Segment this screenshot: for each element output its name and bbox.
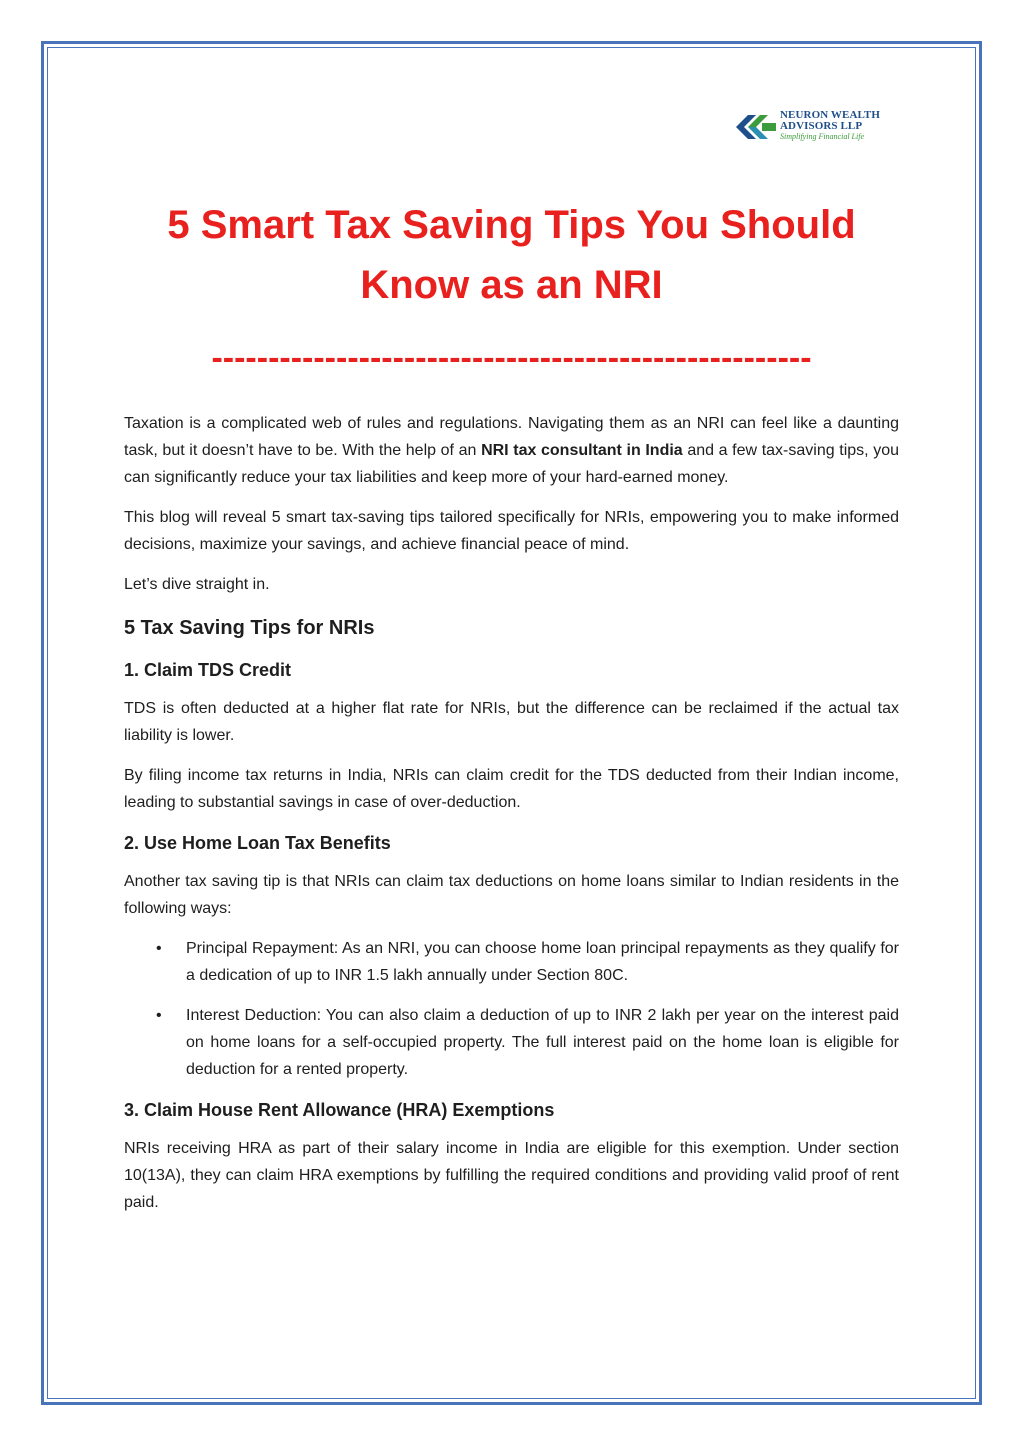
list-item-text: Interest Deduction: You can also claim a deduction of up to INR 2 lakh per year on the interest paid on home loans for a self-occupied property. The full interest paid on the home loan is eligible for deduction for a rented property. bbox=[186, 1007, 899, 1078]
intro-paragraph-2: This blog will reveal 5 smart tax-saving tips tailored specifically for NRIs, empowering you to make informed decisions, maximize your savings, and achieve financial peace of mind. bbox=[124, 509, 899, 553]
tip-2-paragraph-1: Another tax saving tip is that NRIs can claim tax deductions on home loans similar to Indian residents in the following ways: bbox=[124, 873, 899, 917]
title-line-1: 5 Smart Tax Saving Tips You Should bbox=[167, 203, 856, 247]
list-item-text: Principal Repayment: As an NRI, you can choose home loan principal repayments as they qualify for a dedication of up to INR 1.5 lakh annually under Section 80C. bbox=[186, 940, 899, 984]
bullet-icon: • bbox=[156, 940, 162, 957]
section-heading: 5 Tax Saving Tips for NRIs bbox=[124, 617, 375, 639]
intro-p1-text-b: and a few tax-saving tips, you can significantly reduce your tax liabilities and keep more of your hard-earned money. bbox=[124, 442, 900, 486]
article-body bbox=[124, 410, 899, 1229]
tip-1-heading: 1. Claim TDS Credit bbox=[124, 660, 292, 680]
tip-1-paragraph-2: By filing income tax returns in India, NRIs can claim credit for the TDS deducted from their Indian income, leading to substantial savings in case of over-deduction. bbox=[124, 767, 899, 811]
tip-1-paragraph-1: TDS is often deducted at a higher flat rate for NRIs, but the difference can be reclaimed if the actual tax liability is lower. bbox=[124, 700, 899, 744]
logo-line-1: NEURON WEALTH bbox=[780, 109, 881, 121]
logo-arrows-icon bbox=[734, 110, 778, 144]
tip-2-bullet-list bbox=[124, 935, 899, 1083]
list-item bbox=[156, 935, 899, 989]
title-separator: ----------------------------------------------------- bbox=[211, 339, 812, 377]
intro-paragraph-3: Let’s dive straight in. bbox=[124, 576, 270, 593]
tip-3-paragraph-1: NRIs receiving HRA as part of their salary income in India are eligible for this exemption. Under section 10(13A), they can claim HRA exemptions by fulfilling the required conditions and providing valid proof of rent paid. bbox=[124, 1140, 899, 1211]
list-item bbox=[156, 1002, 899, 1083]
logo-tagline: Simplifying Financial Life bbox=[780, 132, 864, 141]
logo-text bbox=[780, 110, 880, 142]
tip-3-heading: 3. Claim House Rent Allowance (HRA) Exemptions bbox=[124, 1100, 555, 1120]
bullet-icon: • bbox=[156, 1007, 162, 1024]
logo-line-2: ADVISORS LLP bbox=[780, 120, 863, 132]
page-title bbox=[100, 195, 923, 315]
tip-2-heading: 2. Use Home Loan Tax Benefits bbox=[124, 833, 391, 853]
intro-paragraph-1 bbox=[124, 410, 899, 491]
intro-p1-text-a: Taxation is a complicated web of rules and regulations. Navigating them as an NRI can feel like a daunting task, but it doesn’t have to be. With the help of an bbox=[124, 415, 899, 459]
title-line-2: Know as an NRI bbox=[360, 263, 663, 307]
intro-p1-bold: NRI tax consultant in India bbox=[481, 442, 683, 459]
company-logo bbox=[734, 110, 904, 144]
